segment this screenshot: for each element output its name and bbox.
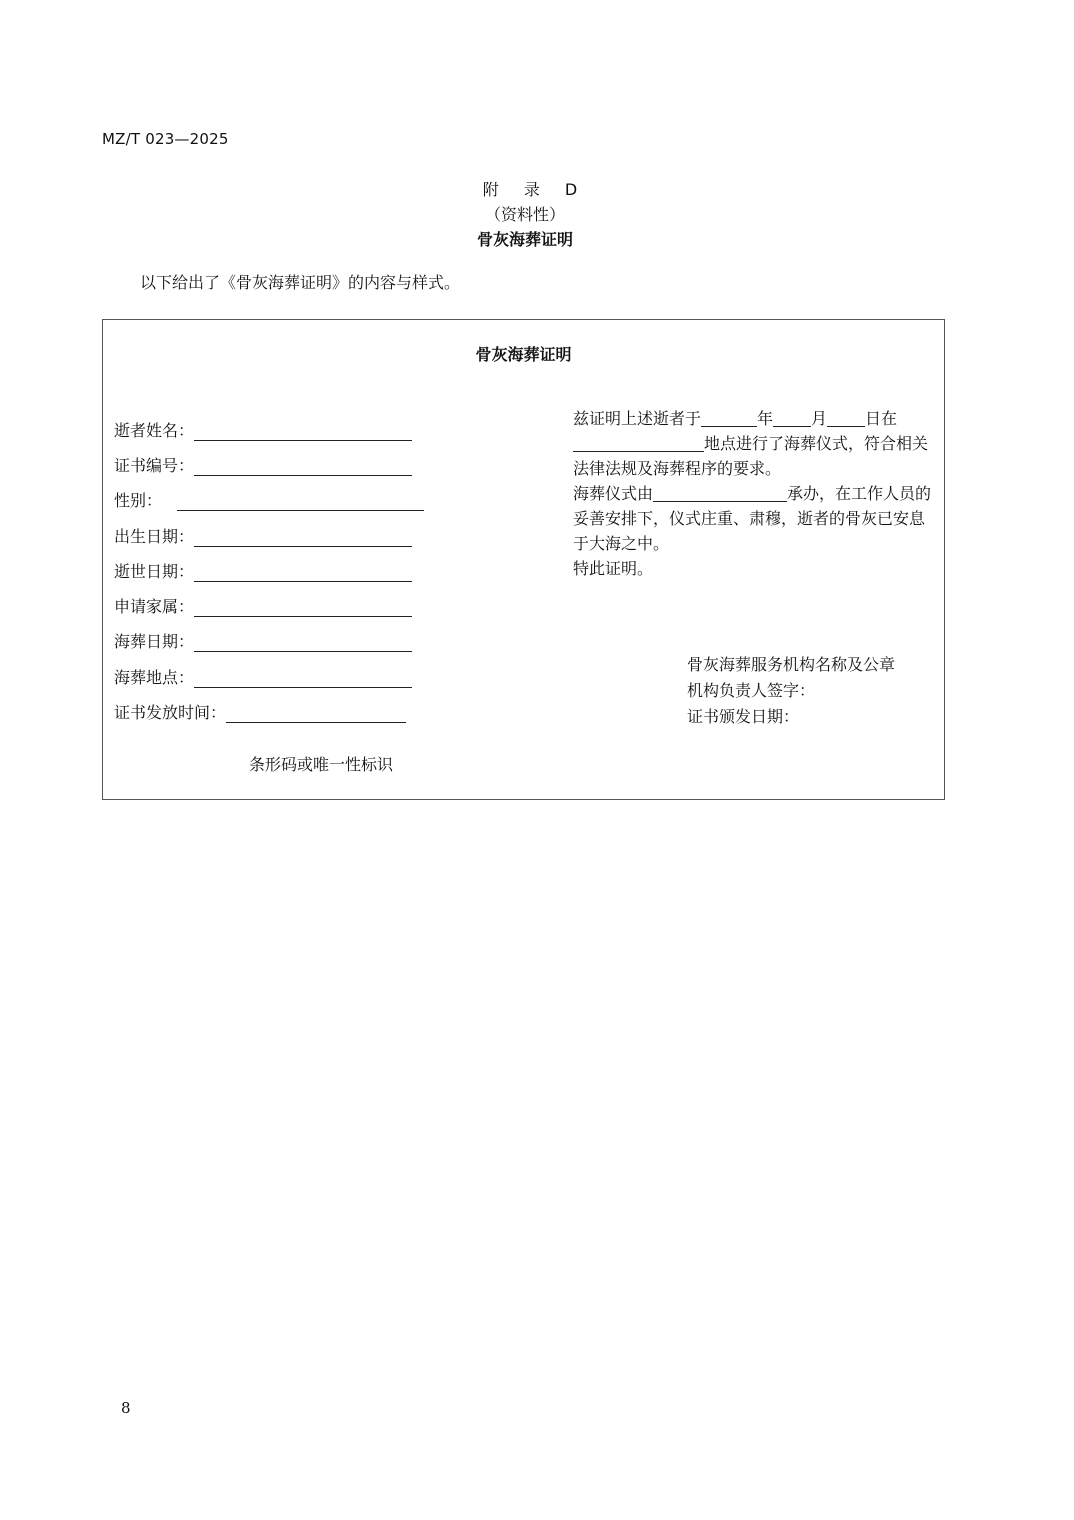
field-birth-date [114,523,412,547]
field-certificate-number [114,452,412,476]
field-label: 性别： [114,491,163,510]
appendix-type: （资料性） [484,205,565,224]
field-label: 证书编号： [114,456,195,475]
standard-code: MZ/T 023—2025 [102,130,229,148]
statement-text: 地点进行了海葬仪式，符合相关法律法规及海葬程序的要求。 [573,434,929,478]
blank-location [573,433,704,452]
field-blank [194,528,412,547]
field-applicant-family [114,593,412,617]
field-label: 逝世日期： [114,562,195,581]
blank-year [701,408,757,427]
appendix-title: 附 录 D [482,180,588,199]
barcode-label: 条形码或唯一性标识 [249,755,394,774]
field-blank [226,704,406,723]
field-label: 申请家属： [114,597,195,616]
signature-leader: 机构负责人签字： [687,681,816,700]
signature-organization: 骨灰海葬服务机构名称及公章 [687,655,896,674]
field-label: 证书发放时间： [114,703,227,722]
field-label: 海葬日期： [114,632,195,651]
field-blank [194,633,412,652]
statement-text: 年 [757,409,774,428]
field-sea-burial-location [114,664,412,688]
statement-text: 海葬仪式由 [573,484,654,503]
field-label: 出生日期： [114,527,195,546]
field-blank [194,598,412,617]
field-blank [194,457,412,476]
field-label: 海葬地点： [114,668,195,687]
field-death-date [114,558,412,582]
statement-paragraph-3: 特此证明。 [573,559,654,578]
certificate-title: 骨灰海葬证明 [475,345,572,364]
field-label: 逝者姓名： [114,421,195,440]
field-blank [177,492,424,511]
certificate-box [102,319,945,800]
appendix-name: 骨灰海葬证明 [476,230,573,249]
field-sea-burial-date [114,628,412,652]
page-number: 8 [121,1399,131,1417]
certificate-statement [535,406,939,581]
statement-text: 兹证明上述逝者于 [573,409,702,428]
field-gender [114,487,424,511]
intro-text: 以下给出了《骨灰海葬证明》的内容与样式。 [140,273,461,292]
blank-organizer [653,483,787,502]
field-deceased-name [114,417,412,441]
statement-text: 日在 [865,409,898,428]
statement-text: 月 [811,409,828,428]
field-blank [194,563,412,582]
blank-month [773,408,811,427]
field-issue-time [114,699,406,723]
field-blank [194,422,412,441]
statement-paragraph-2 [535,481,939,556]
signature-issue-date: 证书颁发日期： [687,707,800,726]
blank-day [827,408,865,427]
field-blank [194,669,412,688]
statement-paragraph-1 [535,406,939,481]
statement-text: 承办，在工作人员的妥善安排下，仪式庄重、肃穆，逝者的骨灰已安息于大海之中。 [573,484,932,553]
